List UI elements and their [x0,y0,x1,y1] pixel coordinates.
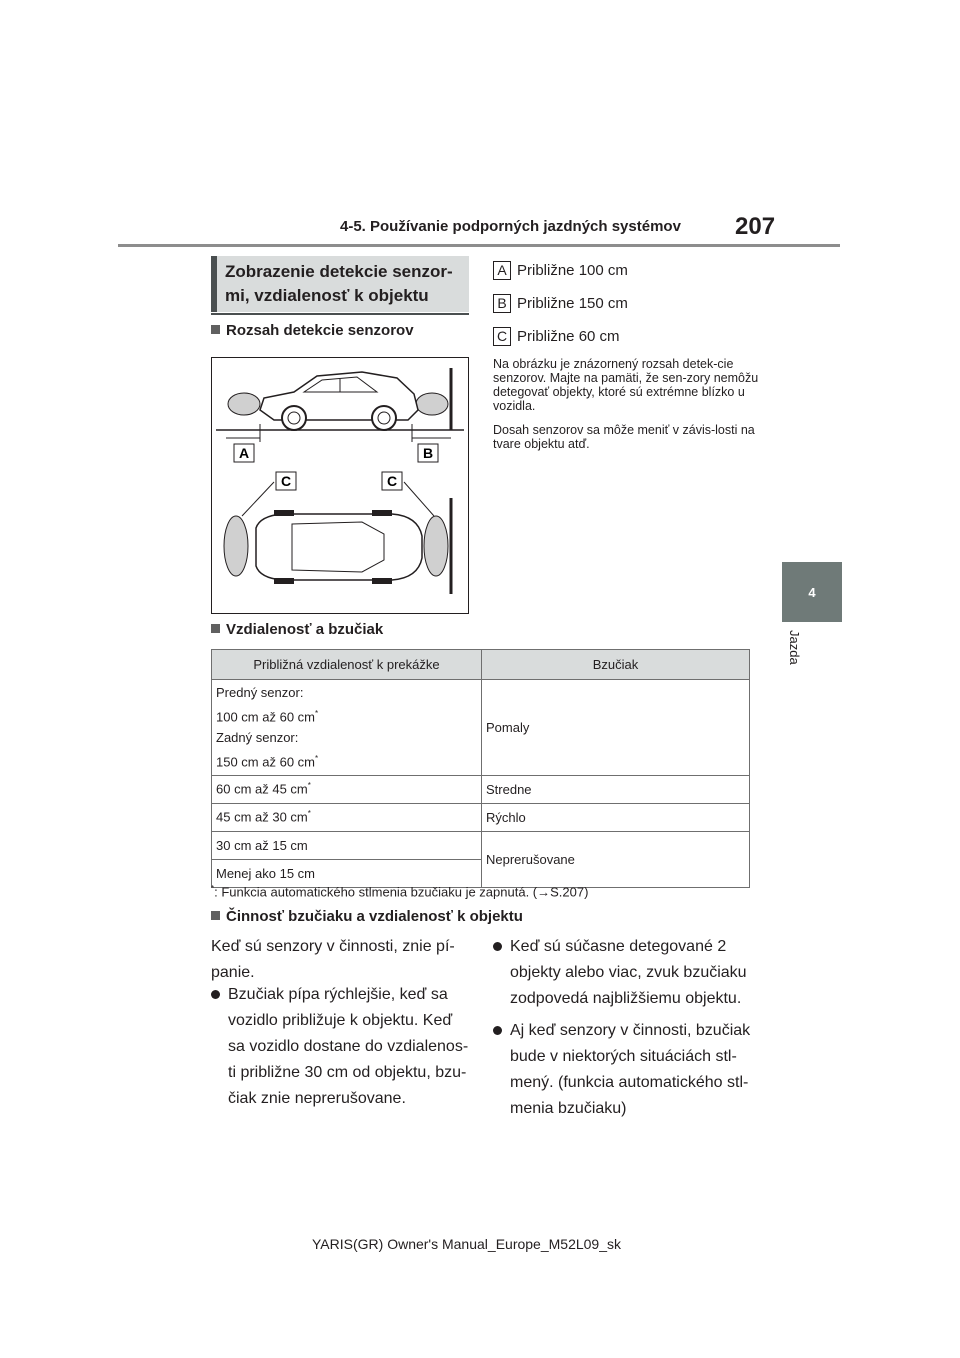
bullet-dot-icon [211,990,220,999]
section-title-underline [211,313,469,315]
detection-note-2: Dosah senzorov sa môže meniť v závis-losti na tvare objektu atď. [493,423,755,451]
legend-item-a: A Približne 100 cm [493,259,628,281]
bullet-item-3: Aj keď senzory v činnosti, bzučiak bude v niektorých situáciách stl-mený. (funkcia automatického stl-menia bzučiaku) [493,1018,755,1122]
column-header-buzzer: Bzučiak [482,650,750,680]
table-row: 45 cm až 30 cm* Rýchlo [212,803,750,831]
distance-buzzer-table [211,649,750,888]
square-bullet-icon [211,325,220,334]
distance-buzzer-heading: Vzdialenosť a bzučiak [211,621,383,638]
figure-label-c-left: C [280,473,292,489]
bullet-dot-icon [493,942,502,951]
square-bullet-icon [211,624,220,633]
section-title-box [211,256,469,312]
label-a-icon: A [493,261,511,280]
chapter-number: 4 [808,584,816,600]
square-bullet-icon [211,911,220,920]
footer-manual-id: YARIS(GR) Owner's Manual_Europe_M52L09_sk [312,1236,621,1252]
column-header-distance: Približná vzdialenosť k prekážke [212,650,482,680]
bullet-item-2: Keď sú súčasne detegované 2 objekty alebo viac, zvuk bzučiaku zodpovedá najbližšiemu objektu. [493,934,755,1012]
table-header-row [212,650,750,680]
buzzer-operation-heading: Činnosť bzučiaku a vzdialenosť k objektu [211,908,523,925]
bullet-dot-icon [493,1026,502,1035]
legend-item-b: B Približne 150 cm [493,292,628,314]
section-title-line1: Zobrazenie detekcie senzor- [225,262,453,281]
table-row: Predný senzor: 100 cm až 60 cm* Zadný senzor: 150 cm až 60 cm* Pomaly [212,680,750,776]
label-c-icon: C [493,327,511,346]
sensor-range-figure [211,357,469,614]
bullet-item-1: Bzučiak pípa rýchlejšie, keď sa vozidlo približuje k objektu. Keď sa vozidlo dostane do vzdialenos-ti približne 30 cm od objektu, bzu-čiak znie neprerušovane. [211,982,473,1112]
car-sensor-diagram [212,358,468,613]
table-footnote: *: Funkcia automatického stlmenia bzučiaku je zapnutá. (→S.207) [211,884,589,900]
table-row: Menej ako 15 cm [212,859,750,887]
page-number: 207 [735,213,776,240]
detection-range-heading: Rozsah detekcie senzorov [211,322,414,339]
header-rule [118,244,840,247]
chapter-side-label: Jazda [787,630,802,665]
detection-note-1: Na obrázku je znázornený rozsah detek-cie senzorov. Majte na pamäti, že sen-zory nemôžu detegovať objekty, ktoré sú extrémne blízko u vozidla. [493,357,759,413]
label-b-icon: B [493,294,511,313]
buzzer-intro: Keď sú senzory v činnosti, znie pí-panie. [211,938,455,981]
table-row: 30 cm až 15 cm Neprerušovane [212,831,750,859]
figure-label-a: A [238,445,250,461]
figure-label-b: B [422,445,434,461]
figure-label-c-right: C [386,473,398,489]
table-row: 60 cm až 45 cm* Stredne [212,775,750,803]
legend-item-c: C Približne 60 cm [493,325,620,347]
section-header-title: 4-5. Používanie podporných jazdných systémov [340,218,681,235]
section-title-line2: mi, vzdialenosť k objektu [225,286,429,305]
chapter-tab [782,562,842,622]
